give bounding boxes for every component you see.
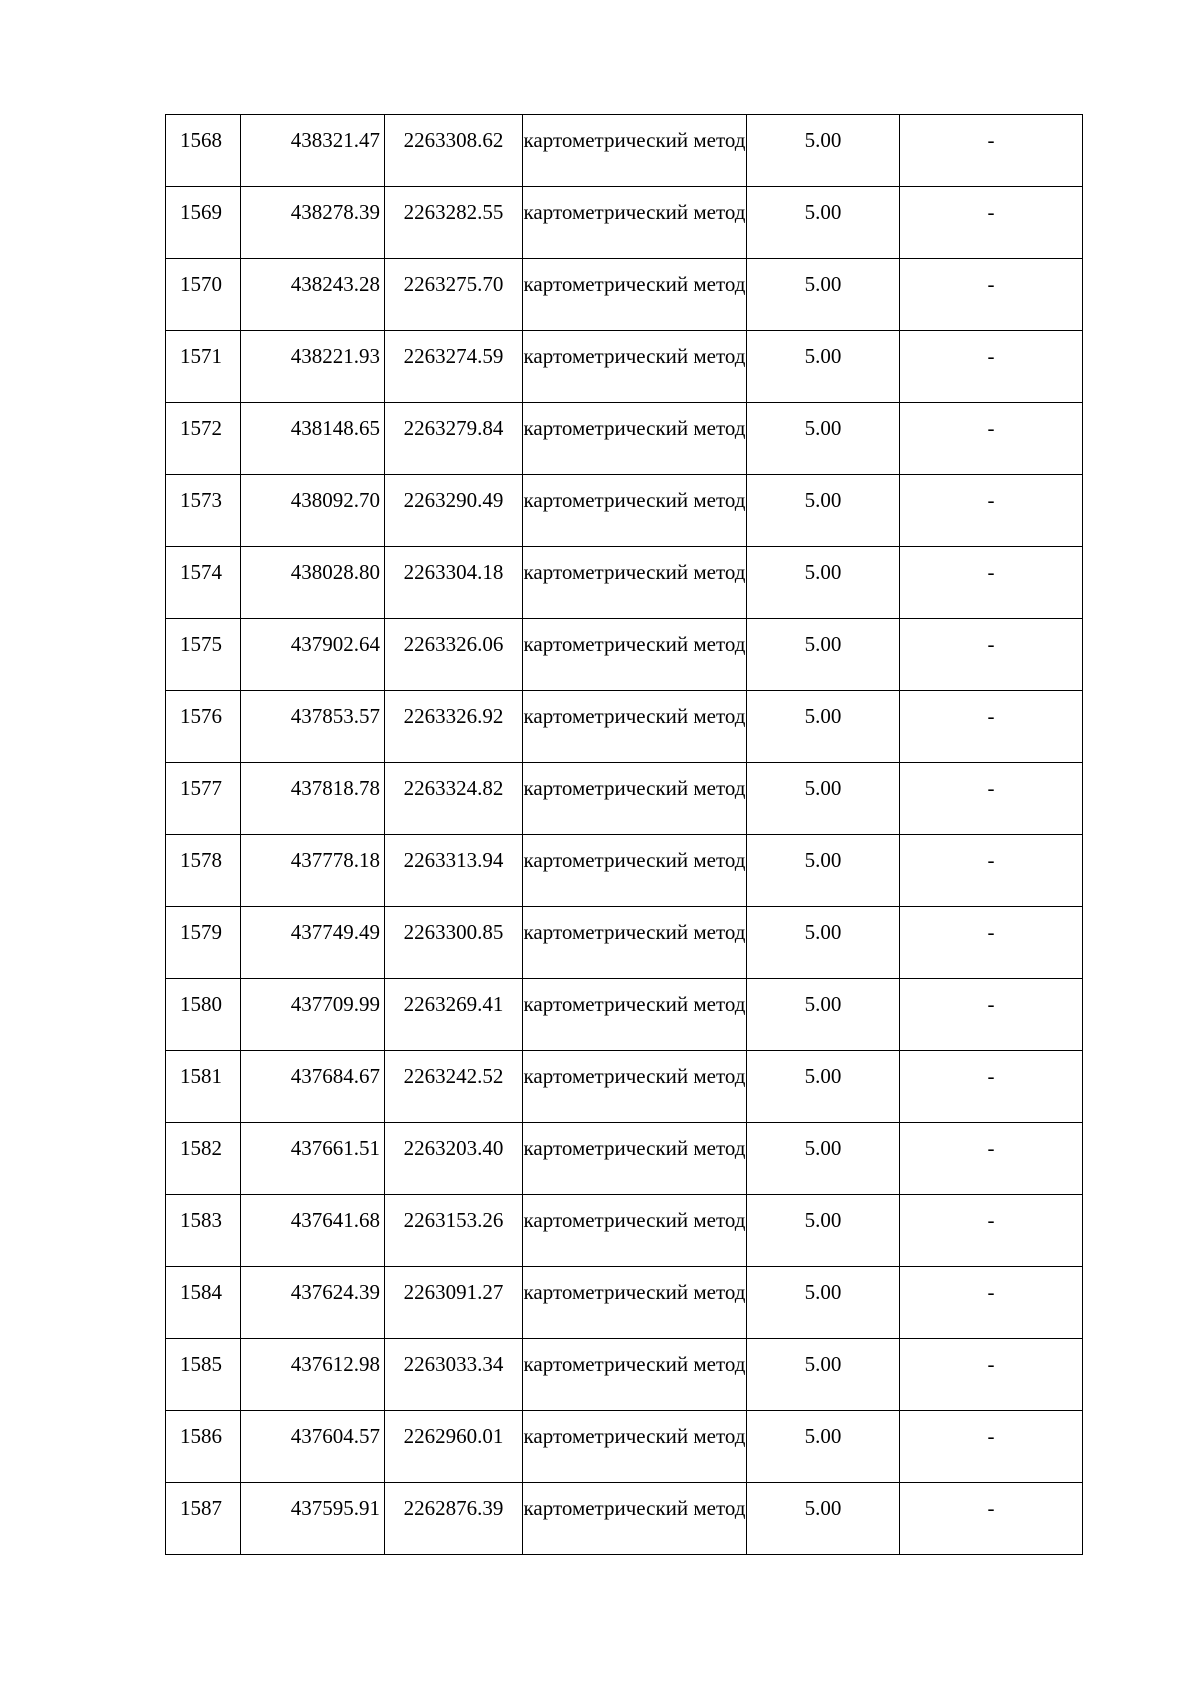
point-number-cell: 1578 [166,835,241,907]
table-row [166,835,1083,907]
y-coordinate-cell: 2263153.26 [385,1195,523,1267]
method-cell: картометрический метод [523,1483,747,1555]
table-row [166,331,1083,403]
table-row [166,907,1083,979]
accuracy-cell: 5.00 [747,187,900,259]
accuracy-cell: 5.00 [747,115,900,187]
method-cell: картометрический метод [523,979,747,1051]
coordinates-table [165,114,1083,1555]
y-coordinate-cell: 2263091.27 [385,1267,523,1339]
point-number-cell: 1573 [166,475,241,547]
accuracy-cell: 5.00 [747,1411,900,1483]
accuracy-cell: 5.00 [747,547,900,619]
description-cell: - [900,1339,1083,1411]
y-coordinate-cell: 2263279.84 [385,403,523,475]
table-row [166,547,1083,619]
y-coordinate-cell: 2263275.70 [385,259,523,331]
method-cell: картометрический метод [523,331,747,403]
description-cell: - [900,691,1083,763]
table-row [166,1339,1083,1411]
x-coordinate-cell: 437853.57 [241,691,385,763]
y-coordinate-cell: 2262960.01 [385,1411,523,1483]
accuracy-cell: 5.00 [747,1339,900,1411]
x-coordinate-cell: 437624.39 [241,1267,385,1339]
method-cell: картометрический метод [523,835,747,907]
y-coordinate-cell: 2263282.55 [385,187,523,259]
table-row [166,1411,1083,1483]
accuracy-cell: 5.00 [747,475,900,547]
accuracy-cell: 5.00 [747,619,900,691]
x-coordinate-cell: 437641.68 [241,1195,385,1267]
method-cell: картометрический метод [523,1411,747,1483]
table-row [166,115,1083,187]
description-cell: - [900,115,1083,187]
description-cell: - [900,331,1083,403]
description-cell: - [900,475,1083,547]
x-coordinate-cell: 438221.93 [241,331,385,403]
x-coordinate-cell: 438243.28 [241,259,385,331]
method-cell: картометрический метод [523,1339,747,1411]
point-number-cell: 1574 [166,547,241,619]
description-cell: - [900,1195,1083,1267]
x-coordinate-cell: 438321.47 [241,115,385,187]
accuracy-cell: 5.00 [747,1123,900,1195]
point-number-cell: 1583 [166,1195,241,1267]
table-row [166,1483,1083,1555]
description-cell: - [900,187,1083,259]
point-number-cell: 1586 [166,1411,241,1483]
table-row [166,1267,1083,1339]
accuracy-cell: 5.00 [747,835,900,907]
y-coordinate-cell: 2263326.92 [385,691,523,763]
y-coordinate-cell: 2263308.62 [385,115,523,187]
accuracy-cell: 5.00 [747,1483,900,1555]
description-cell: - [900,907,1083,979]
accuracy-cell: 5.00 [747,907,900,979]
table-row [166,1195,1083,1267]
point-number-cell: 1576 [166,691,241,763]
y-coordinate-cell: 2262876.39 [385,1483,523,1555]
y-coordinate-cell: 2263203.40 [385,1123,523,1195]
table-row [166,763,1083,835]
description-cell: - [900,403,1083,475]
accuracy-cell: 5.00 [747,403,900,475]
point-number-cell: 1587 [166,1483,241,1555]
x-coordinate-cell: 437604.57 [241,1411,385,1483]
y-coordinate-cell: 2263313.94 [385,835,523,907]
x-coordinate-cell: 438028.80 [241,547,385,619]
table-row [166,691,1083,763]
description-cell: - [900,1483,1083,1555]
accuracy-cell: 5.00 [747,331,900,403]
table-row [166,187,1083,259]
table-row [166,475,1083,547]
description-cell: - [900,763,1083,835]
method-cell: картометрический метод [523,1195,747,1267]
method-cell: картометрический метод [523,1267,747,1339]
x-coordinate-cell: 437661.51 [241,1123,385,1195]
method-cell: картометрический метод [523,475,747,547]
y-coordinate-cell: 2263324.82 [385,763,523,835]
x-coordinate-cell: 438092.70 [241,475,385,547]
point-number-cell: 1577 [166,763,241,835]
method-cell: картометрический метод [523,115,747,187]
method-cell: картометрический метод [523,691,747,763]
point-number-cell: 1571 [166,331,241,403]
point-number-cell: 1568 [166,115,241,187]
description-cell: - [900,1123,1083,1195]
description-cell: - [900,979,1083,1051]
accuracy-cell: 5.00 [747,259,900,331]
accuracy-cell: 5.00 [747,979,900,1051]
method-cell: картометрический метод [523,547,747,619]
description-cell: - [900,835,1083,907]
description-cell: - [900,1267,1083,1339]
x-coordinate-cell: 437902.64 [241,619,385,691]
y-coordinate-cell: 2263304.18 [385,547,523,619]
point-number-cell: 1575 [166,619,241,691]
description-cell: - [900,1411,1083,1483]
table-row [166,259,1083,331]
x-coordinate-cell: 437612.98 [241,1339,385,1411]
x-coordinate-cell: 437684.67 [241,1051,385,1123]
point-number-cell: 1585 [166,1339,241,1411]
table-row [166,1123,1083,1195]
y-coordinate-cell: 2263290.49 [385,475,523,547]
y-coordinate-cell: 2263269.41 [385,979,523,1051]
description-cell: - [900,259,1083,331]
method-cell: картометрический метод [523,907,747,979]
accuracy-cell: 5.00 [747,763,900,835]
x-coordinate-cell: 437749.49 [241,907,385,979]
x-coordinate-cell: 437778.18 [241,835,385,907]
point-number-cell: 1582 [166,1123,241,1195]
description-cell: - [900,547,1083,619]
x-coordinate-cell: 438148.65 [241,403,385,475]
table-body [166,115,1083,1555]
point-number-cell: 1580 [166,979,241,1051]
y-coordinate-cell: 2263033.34 [385,1339,523,1411]
table-row [166,1051,1083,1123]
point-number-cell: 1572 [166,403,241,475]
accuracy-cell: 5.00 [747,1195,900,1267]
x-coordinate-cell: 437595.91 [241,1483,385,1555]
y-coordinate-cell: 2263242.52 [385,1051,523,1123]
method-cell: картометрический метод [523,619,747,691]
method-cell: картометрический метод [523,1051,747,1123]
y-coordinate-cell: 2263326.06 [385,619,523,691]
point-number-cell: 1570 [166,259,241,331]
accuracy-cell: 5.00 [747,1051,900,1123]
point-number-cell: 1579 [166,907,241,979]
description-cell: - [900,1051,1083,1123]
table-row [166,979,1083,1051]
y-coordinate-cell: 2263274.59 [385,331,523,403]
point-number-cell: 1581 [166,1051,241,1123]
method-cell: картометрический метод [523,1123,747,1195]
x-coordinate-cell: 438278.39 [241,187,385,259]
x-coordinate-cell: 437818.78 [241,763,385,835]
accuracy-cell: 5.00 [747,691,900,763]
accuracy-cell: 5.00 [747,1267,900,1339]
method-cell: картометрический метод [523,259,747,331]
table-row [166,403,1083,475]
point-number-cell: 1569 [166,187,241,259]
method-cell: картометрический метод [523,403,747,475]
description-cell: - [900,619,1083,691]
y-coordinate-cell: 2263300.85 [385,907,523,979]
method-cell: картометрический метод [523,763,747,835]
table-row [166,619,1083,691]
method-cell: картометрический метод [523,187,747,259]
point-number-cell: 1584 [166,1267,241,1339]
x-coordinate-cell: 437709.99 [241,979,385,1051]
